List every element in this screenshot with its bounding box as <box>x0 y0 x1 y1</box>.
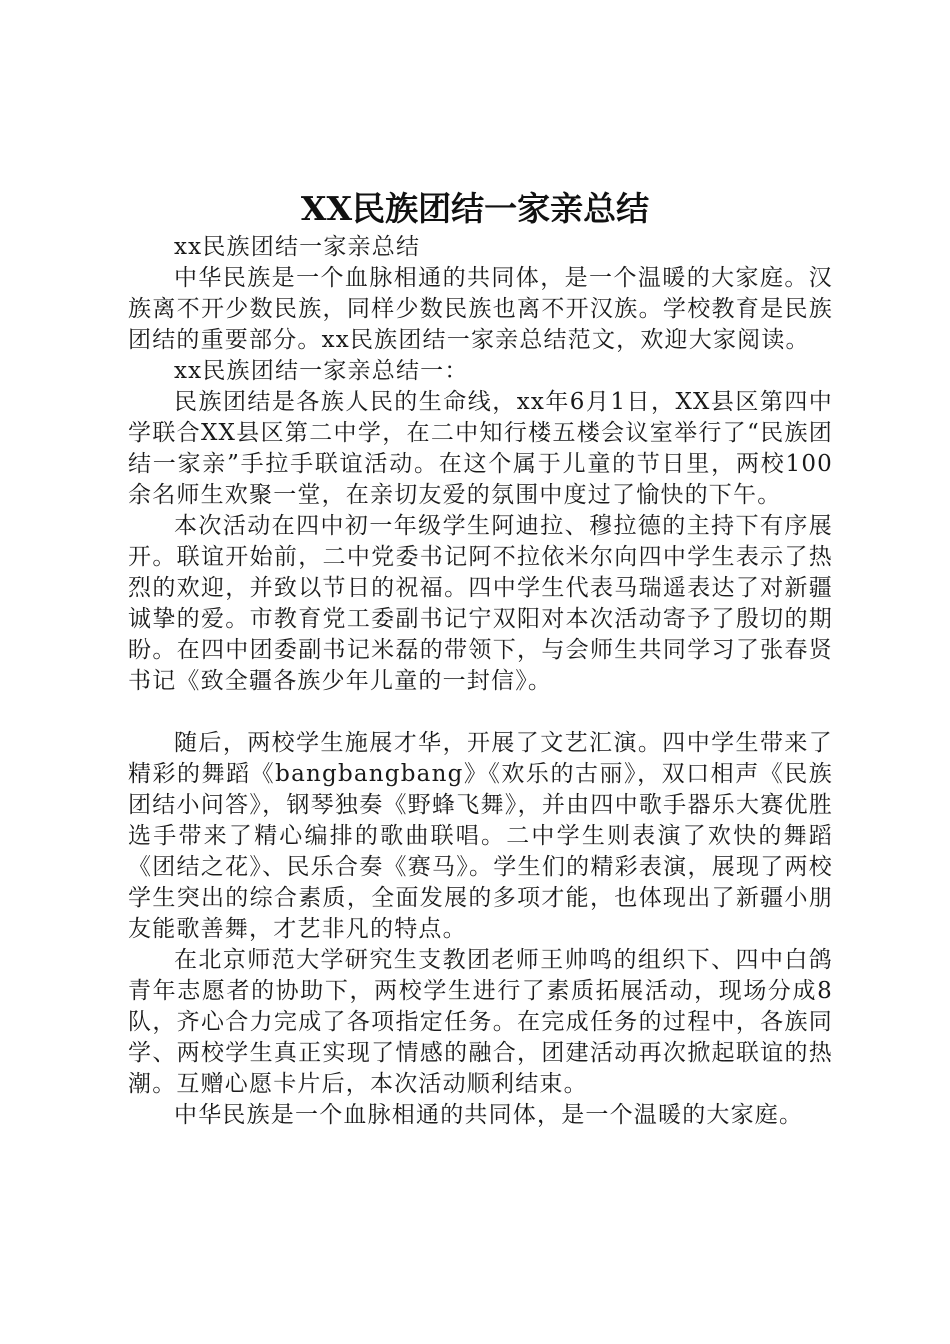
body-paragraph: 本次活动在四中初一年级学生阿迪拉、穆拉德的主持下有序展开。联谊开始前，二中党委书记阿不拉依米尔向四中学生表示了热烈的欢迎，并致以节日的祝福。四中学生代表马瑞遥表达了对新疆诚挚的爱。市教育党工委副书记宁双阳对本次活动寄予了殷切的期盼。在四中团委副书记米磊的带领下，与会师生共同学习了张春贤书记《致全疆各族少年儿童的一封信》。 <box>128 513 833 694</box>
body-paragraph: 随后，两校学生施展才华，开展了文艺汇演。四中学生带来了精彩的舞蹈《bangbangbang》《欢乐的古丽》，双口相声《民族团结小问答》，钢琴独奏《野蜂飞舞》，并由四中歌手器乐大赛优胜选手带来了精心编排的歌曲联唱。二中学生则表演了欢快的舞蹈《团结之花》、民乐合奏《赛马》。学生们的精彩表演，展现了两校学生突出的综合素质，全面发展的多项才能，也体现出了新疆小朋友能歌善舞，才艺非凡的特点。 <box>128 730 833 942</box>
body-paragraph: 民族团结是各族人民的生命线，xx年6月1日，XX县区第四中学联合XX县区第二中学，在二中知行楼五楼会议室举行了“民族团结一家亲”手拉手联谊活动。在这个属于儿童的节日里，两校100余名师生欢聚一堂，在亲切友爱的氛围中度过了愉快的下午。 <box>128 389 833 508</box>
body-paragraph: 在北京师范大学研究生支教团老师王帅鸣的组织下、四中白鸽青年志愿者的协助下，两校学生进行了素质拓展活动，现场分成8队，齐心合力完成了各项指定任务。在完成任务的过程中，各族同学、两校学生真正实现了情感的融合，团建活动再次掀起联谊的热潮。互赠心愿卡片后，本次活动顺利结束。 <box>128 947 833 1097</box>
document-body <box>128 232 833 1131</box>
section-heading: xx民族团结一家亲总结一： <box>174 358 469 384</box>
document-title: XX民族团结一家亲总结 <box>300 189 650 228</box>
subtitle-paragraph: xx民族团结一家亲总结 <box>174 234 421 260</box>
body-paragraph: 中华民族是一个血脉相通的共同体，是一个温暖的大家庭。汉族离不开少数民族，同样少数民族也离不开汉族。学校教育是民族团结的重要部分。xx民族团结一家亲总结范文，欢迎大家阅读。 <box>128 265 833 353</box>
body-paragraph: 中华民族是一个血脉相通的共同体，是一个温暖的大家庭。 <box>174 1102 804 1128</box>
